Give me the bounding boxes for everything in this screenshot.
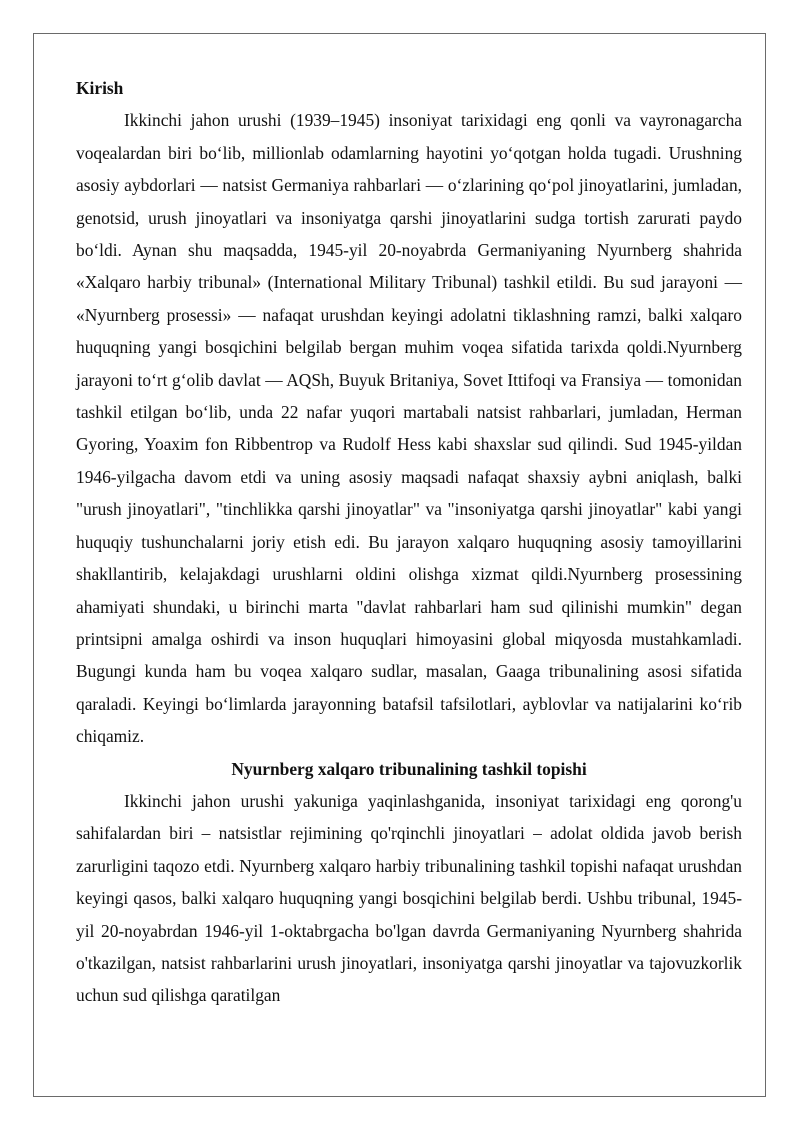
intro-heading: Kirish <box>76 78 124 98</box>
section-heading: Nyurnberg xalqaro tribunalining tashkil topishi <box>231 758 587 779</box>
section-paragraph: Ikkinchi jahon urushi yakuniga yaqinlashganida, insoniyat tarixidagi eng qorong'u sahifalardan biri – natsistlar rejimining qo'rqinchli jinoyatlari – adolat oldida javob berish zarurligini taqozo etdi. Nyurnberg xalqaro harbiy tribunalining tashkil topishi nafaqat urushdan keyingi qasos, balki xalqaro huquqning yangi bosqichini belgilab berdi. Ushbu tribunal, 1945-yil 20-noyabrdan 1946-yil 1-oktabrgacha bo'lgan davrda Germaniyaning Nyurnberg shahrida o'tkazilgan, natsist rahbarlarini urush jinoyatlari, insoniyatga qarshi jinoyatlar va tajovuzkorlik uchun sud qilishga qaratilgan <box>76 790 742 1006</box>
document-body <box>76 72 742 1012</box>
intro-paragraph: Ikkinchi jahon urushi (1939–1945) insoniyat tarixidagi eng qonli va vayronagarcha voqealardan biri bo‘lib, millionlab odamlarning hayotini yo‘qotgan holda tugadi. Urushning asosiy aybdorlari — natsist Germaniya rahbarlari — o‘zlarining qo‘pol jinoyatlarini, jumladan, genotsid, urush jinoyatlari va insoniyatga qarshi jinoyatlarini sudga tortish zarurati paydo bo‘ldi. Aynan shu maqsadda, 1945-yil 20-noyabrda Germaniyaning Nyurnberg shahrida «Xalqaro harbiy tribunal» (International Military Tribunal) tashkil etildi. Bu sud jarayoni — «Nyurnberg prosessi» — nafaqat urushdan keyingi adolatni tiklashning ramzi, balki xalqaro huquqning yangi bosqichini belgilab bergan muhim voqea sifatida tarixda qoldi.Nyurnberg jarayoni to‘rt g‘olib davlat — AQSh, Buyuk Britaniya, Sovet Ittifoqi va Fransiya — tomonidan tashkil etilgan bo‘lib, unda 22 nafar yuqori martabali natsist rahbarlari, jumladan, Herman Gyoring, Yoaxim fon Ribbentrop va Rudolf Hess kabi shaxslar sud qilindi. Sud 1945-yildan 1946-yilgacha davom etdi va uning asosiy maqsadi nafaqat shaxsiy aybni aniqlash, balki "urush jinoyatlari", "tinchlikka qarshi jinoyatlar" va "insoniyatga qarshi jinoyatlar" kabi yangi huquqiy tushunchalarni joriy etish edi. Bu jarayon xalqaro huquqning asosiy tamoyillarini shakllantirib, kelajakdagi urushlarni oldini olishga xizmat qildi.Nyurnberg prosessining ahamiyati shundaki, u birinchi marta "davlat rahbarlari ham sud qilinishi mumkin" degan printsipni amalga oshirdi va inson huquqlari himoyasini global miqyosda mustahkamladi. Bugungi kunda ham bu voqea xalqaro sudlar, masalan, Gaaga tribunalining asosi sifatida qaraladi. Keyingi bo‘limlarda jarayonning batafsil tafsilotlari, ayblovlar va natijalarini ko‘rib chiqamiz. <box>76 110 742 747</box>
